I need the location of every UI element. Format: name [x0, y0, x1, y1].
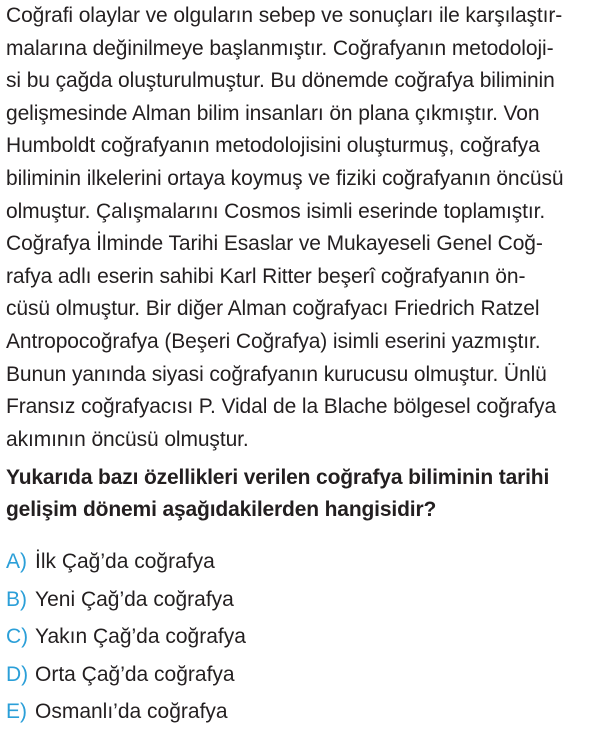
- passage-line: biliminin ilkelerini ortaya koymuş ve fiziki coğrafyanın öncüsü: [6, 166, 564, 190]
- passage-line: Antropocoğrafya (Beşeri Coğrafya) isimli eserini yazmıştır.: [6, 329, 541, 353]
- option-text: Osmanlı’da coğrafya: [35, 700, 228, 724]
- answer-options: [6, 543, 600, 731]
- option-e[interactable]: [6, 693, 600, 731]
- question-line: Yukarıda bazı özellikleri verilen coğrafya biliminin tarihi: [6, 466, 550, 490]
- option-text: Yakın Çağ’da coğrafya: [35, 625, 246, 649]
- option-b[interactable]: [6, 581, 600, 619]
- passage-line: Coğrafi olaylar ve olguların sebep ve sonuçları ile karşılaştır-: [6, 4, 563, 27]
- passage-line: Bunun yanında siyasi coğrafyanın kurucusu olmuştur. Ünlü: [6, 362, 547, 386]
- option-text: Orta Çağ’da coğrafya: [35, 662, 235, 686]
- passage-line: Humboldt coğrafyanın metodolojisini oluşturmuş, coğrafya: [6, 134, 540, 158]
- passage-line: rafya adlı eserin sahibi Karl Ritter beşerî coğrafyanın ön-: [6, 264, 526, 288]
- passage-line: malarına değinilmeye başlanmıştır. Coğrafyanın metodoloji-: [6, 36, 554, 60]
- option-text: İlk Çağ’da coğrafya: [35, 550, 215, 574]
- passage-text: [6, 0, 600, 456]
- option-letter: C): [6, 625, 29, 649]
- passage-line: olmuştur. Çalışmalarını Cosmos isimli eserinde toplamıştır.: [6, 199, 546, 223]
- passage-line: cüsü olmuştur. Bir diğer Alman coğrafyacı Friedrich Ratzel: [6, 297, 540, 321]
- option-c[interactable]: [6, 618, 600, 656]
- passage-line: si bu çağda oluşturulmuştur. Bu dönemde coğrafya biliminin: [6, 69, 555, 93]
- option-d[interactable]: [6, 656, 600, 694]
- passage-line: Coğrafya İlminde Tarihi Esaslar ve Mukayeseli Genel Coğ-: [6, 232, 543, 256]
- option-text: Yeni Çağ’da coğrafya: [35, 587, 234, 611]
- question-stem: [6, 462, 600, 526]
- passage-line: Fransız coğrafyacısı P. Vidal de la Blache bölgesel coğrafya: [6, 395, 557, 419]
- passage-line: akımının öncüsü olmuştur.: [6, 427, 249, 451]
- question-page: [6, 0, 600, 731]
- passage-line: gelişmesinde Alman bilim insanları ön plana çıkmıştır. Von: [6, 101, 540, 125]
- option-a[interactable]: [6, 543, 600, 581]
- option-letter: B): [6, 587, 27, 611]
- option-letter: A): [6, 550, 27, 574]
- option-letter: E): [6, 700, 27, 724]
- option-letter: D): [6, 662, 29, 686]
- question-line: gelişim dönemi aşağıdakilerden hangisidir?: [6, 498, 437, 522]
